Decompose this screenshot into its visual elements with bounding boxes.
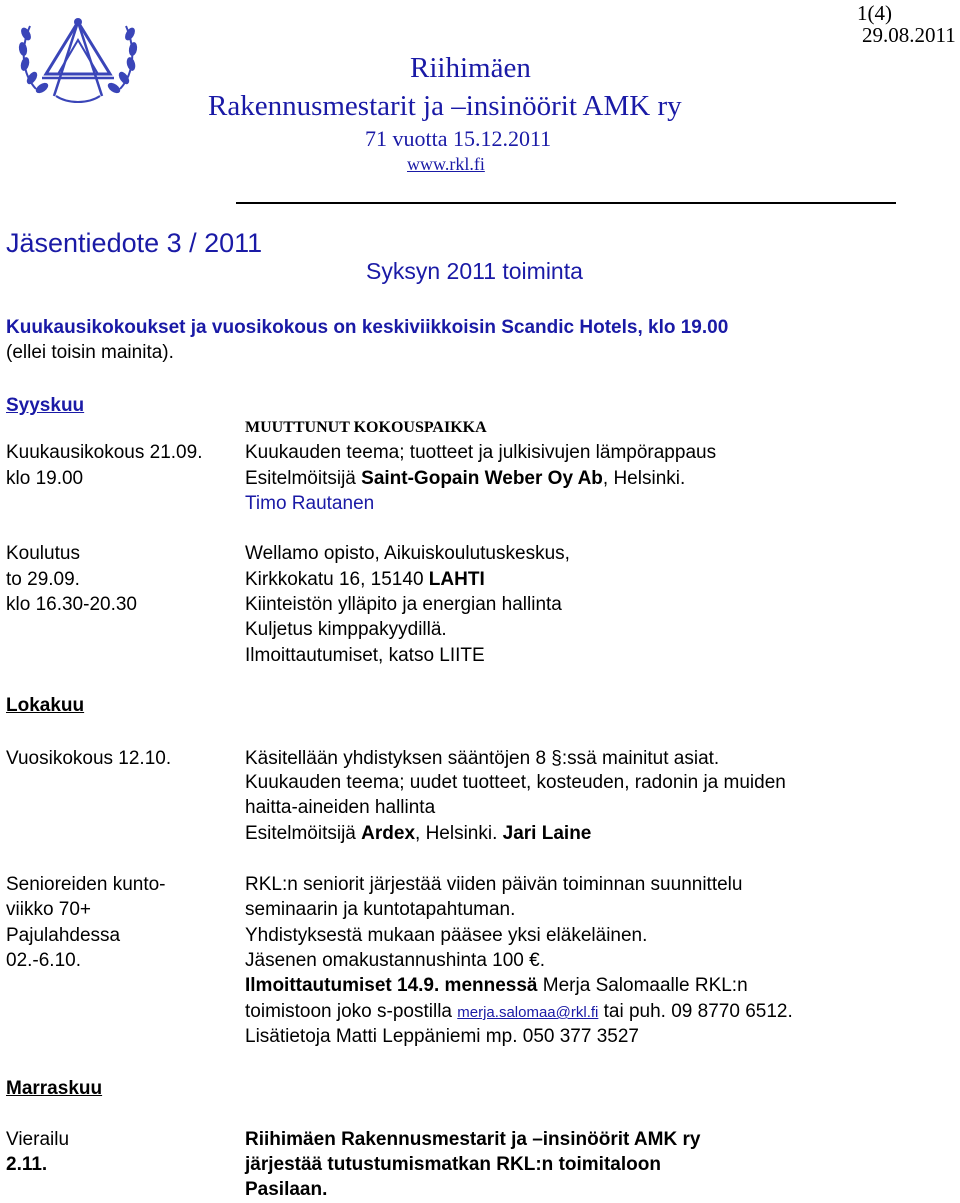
organization-logo: [16, 4, 140, 108]
heading-lokakuu: Lokakuu: [6, 695, 85, 716]
seniors-contact: [245, 999, 793, 1026]
seniors-registration: [245, 973, 748, 999]
annual-agenda: Käsitellään yhdistyksen sääntöjen 8 §:ssä mainitut asiat.: [245, 748, 720, 769]
training-registration: Ilmoittautumiset, katso LIITE: [245, 645, 485, 666]
visit-label: Vierailu: [6, 1129, 70, 1150]
annual-presenter-name: Jari Laine: [502, 823, 592, 844]
annual-meeting-date: Vuosikokous 12.10.: [6, 748, 172, 769]
training-street: Kirkkokatu 16, 15140: [245, 569, 429, 590]
anniversary-text: 71 vuotta 15.12.2011: [365, 126, 552, 151]
annual-presenter-mid: , Helsinki.: [415, 823, 503, 844]
visit-organizer: Riihimäen Rakennusmestarit ja –insinöörit AMK ry: [245, 1129, 701, 1150]
presenter-prefix: Esitelmöitsijä: [245, 468, 362, 489]
seniors-contact-suffix: tai puh. 09 8770 6512.: [598, 1001, 793, 1022]
seniors-dates: 02.-6.10.: [6, 950, 81, 971]
intro-note: (ellei toisin mainita).: [6, 342, 174, 363]
training-venue: Wellamo opisto, Aikuiskoulutuskeskus,: [245, 543, 570, 564]
training-topic: Kiinteistön ylläpito ja energian hallinta: [245, 594, 562, 615]
heading-syyskuu: Syyskuu: [6, 395, 85, 416]
meeting-presenter: [245, 466, 685, 492]
seniors-info: Lisätietoja Matti Leppäniemi mp. 050 377 3527: [245, 1026, 639, 1047]
changed-venue-note: MUUTTUNUT KOKOUSPAIKKA: [245, 419, 487, 436]
seniors-desc-2: seminaarin ja kuntotapahtuman.: [245, 899, 516, 920]
annual-presenter-prefix: Esitelmöitsijä: [245, 823, 362, 844]
website-link[interactable]: www.rkl.fi: [407, 154, 485, 174]
presenter-name: Timo Rautanen: [245, 493, 375, 514]
seniors-contact-prefix: toimistoon joko s-postilla: [245, 1001, 458, 1022]
training-city: LAHTI: [428, 569, 485, 590]
page-number: 1(4): [857, 1, 892, 25]
org-name-line2: Rakennusmestarit ja –insinöörit AMK ry: [208, 90, 682, 122]
annual-theme-cont: haitta-aineiden hallinta: [245, 797, 436, 818]
seniors-price: Jäsenen omakustannushinta 100 €.: [245, 950, 545, 971]
document-date: 29.08.2011: [862, 23, 956, 47]
seniors-label-2: viikko 70+: [6, 899, 92, 920]
heading-marraskuu: Marraskuu: [6, 1078, 103, 1099]
seniors-registration-rest: Merja Salomaalle RKL:n: [537, 975, 748, 996]
seniors-desc-1: RKL:n seniorit järjestää viiden päivän toiminnan suunnittelu: [245, 874, 743, 895]
presenter-company: Saint-Gopain Weber Oy Ab: [361, 468, 603, 489]
org-name-line1: Riihimäen: [410, 52, 531, 84]
annual-presenter: [245, 821, 591, 847]
meeting-date: Kuukausikokous 21.09.: [6, 442, 203, 463]
meeting-theme: Kuukauden teema; tuotteet ja julkisivujen lämpörappaus: [245, 442, 717, 463]
seniors-label-3: Pajulahdessa: [6, 925, 121, 946]
seniors-desc-3: Yhdistyksestä mukaan pääsee yksi eläkeläinen.: [245, 925, 648, 946]
seniors-label-1: Senioreiden kunto-: [6, 874, 166, 895]
seniors-email-link[interactable]: merja.salomaa@rkl.fi: [457, 1004, 599, 1021]
header-divider: [236, 202, 896, 204]
training-label: Koulutus: [6, 543, 80, 564]
intro-text: Kuukausikokoukset ja vuosikokous on keskiviikkoisin Scandic Hotels, klo 19.00: [6, 317, 729, 338]
seniors-registration-deadline: Ilmoittautumiset 14.9. mennessä: [245, 975, 538, 996]
annual-theme: Kuukauden teema; uudet tuotteet, kosteuden, radonin ja muiden: [245, 772, 786, 793]
document-title: Jäsentiedote 3 / 2011: [6, 228, 263, 258]
presenter-suffix: , Helsinki.: [602, 468, 686, 489]
training-time: klo 16.30-20.30: [6, 594, 137, 615]
training-date: to 29.09.: [6, 569, 80, 590]
visit-description: järjestää tutustumismatkan RKL:n toimitaloon: [245, 1154, 661, 1175]
visit-date: 2.11.: [6, 1154, 48, 1175]
training-transport: Kuljetus kimppakyydillä.: [245, 619, 447, 640]
meeting-time: klo 19.00: [6, 468, 84, 489]
annual-presenter-company: Ardex: [361, 823, 416, 844]
visit-location: Pasilaan.: [245, 1179, 328, 1200]
section-subtitle: Syksyn 2011 toiminta: [366, 258, 583, 284]
training-address: [245, 567, 485, 593]
